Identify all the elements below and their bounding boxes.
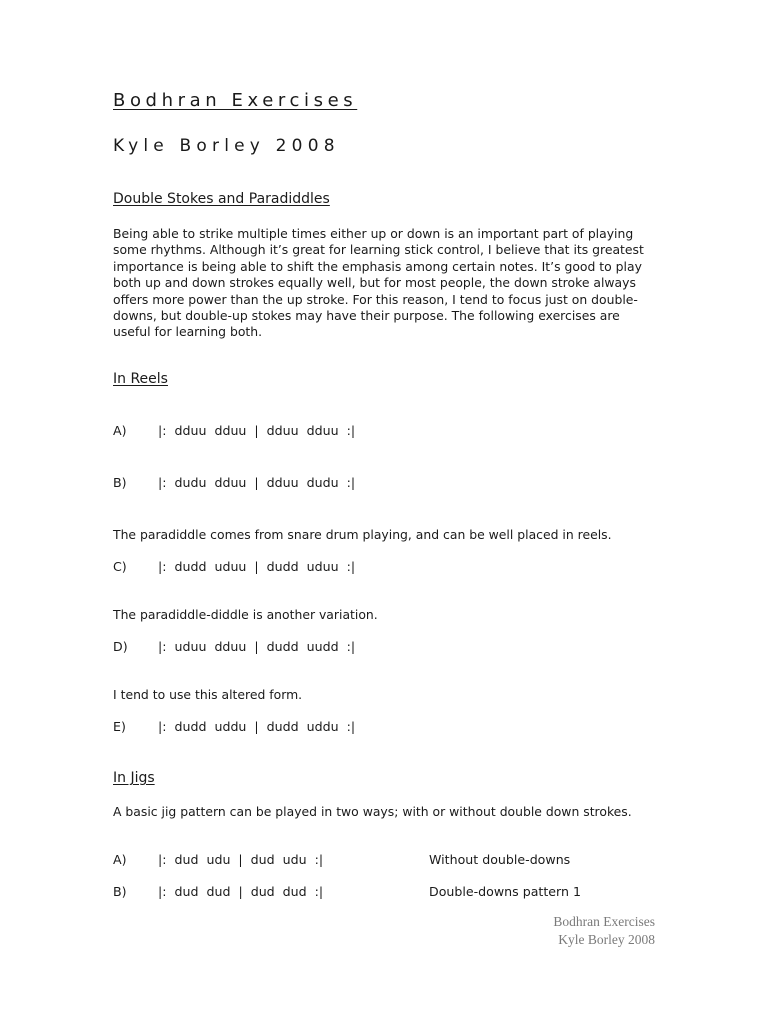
exercise-pattern: |: uduu dduu | dudd uudd :| [158, 639, 356, 654]
exercise-label: C) [113, 559, 127, 574]
exercise-pattern: |: dudd uddu | dudd uddu :| [158, 719, 356, 734]
page-footer [553, 913, 655, 949]
paragraph-line: both up and down strokes equally well, but for most people, the down stroke always [113, 275, 636, 291]
exercise-label: D) [113, 639, 128, 654]
exercise-jig-b [113, 884, 658, 902]
exercise-label: B) [113, 475, 127, 490]
paragraph-line: offers more power than the up stroke. For this reason, I tend to focus just on double- [113, 291, 638, 307]
paragraph-line: Being able to strike multiple times either up or down is an important part of playing [113, 226, 634, 241]
section-heading-reels: In Reels [113, 371, 168, 387]
exercise-jig-a [113, 852, 658, 870]
document-author: Kyle Borley 2008 [113, 136, 340, 156]
exercise-note: Without double-downs [429, 852, 571, 867]
section-heading-double-strokes: Double Stokes and Paradiddles [113, 191, 330, 207]
paradiddle-diddle-description: The paradiddle-diddle is another variation. [113, 607, 378, 622]
exercise-pattern: |: dudu dduu | dduu dudu :| [158, 475, 356, 490]
paragraph-line: importance is being able to shift the emphasis among certain notes. It’s good to play [113, 258, 642, 274]
altered-form-description: I tend to use this altered form. [113, 687, 303, 702]
exercise-label: A) [113, 852, 127, 867]
paragraph-line: downs, but double-up stokes may have their purpose. The following exercises are [113, 308, 620, 324]
footer-author: Kyle Borley 2008 [558, 932, 655, 947]
exercise-note: Double-downs pattern 1 [429, 884, 582, 899]
intro-paragraph [113, 226, 655, 341]
exercise-label: B) [113, 884, 127, 899]
paragraph-line: useful for learning both. [113, 324, 263, 340]
exercise-pattern: |: dudd uduu | dudd uduu :| [158, 559, 356, 574]
jig-intro: A basic jig pattern can be played in two ways; with or without double down strokes. [113, 804, 632, 819]
exercise-pattern: |: dud dud | dud dud :| [158, 884, 324, 899]
exercise-label: A) [113, 423, 127, 438]
footer-title: Bodhran Exercises [553, 914, 655, 929]
document-title: Bodhran Exercises [113, 90, 358, 111]
paragraph-line: some rhythms. Although it’s great for learning stick control, I believe that its greatest [113, 242, 644, 258]
exercise-pattern: |: dduu dduu | dduu dduu :| [158, 423, 356, 438]
paradiddle-description: The paradiddle comes from snare drum playing, and can be well placed in reels. [113, 527, 612, 542]
section-heading-jigs: In Jigs [113, 770, 155, 786]
exercise-pattern: |: dud udu | dud udu :| [158, 852, 324, 867]
exercise-label: E) [113, 719, 126, 734]
